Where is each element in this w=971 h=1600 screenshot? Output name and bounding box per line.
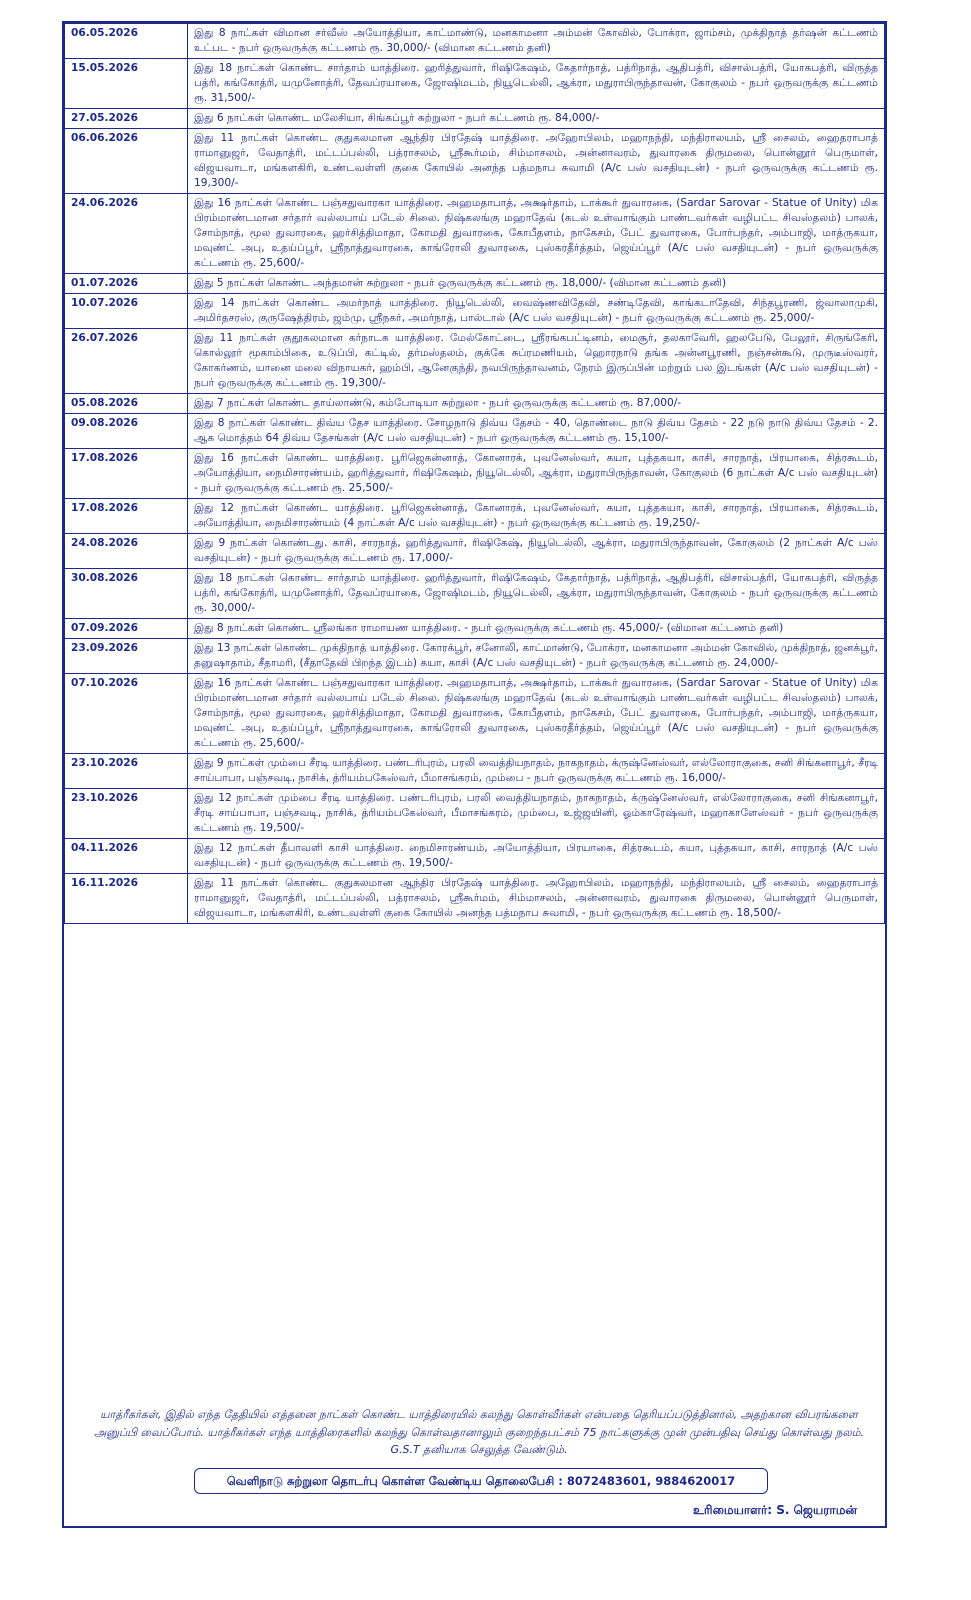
trip-date: 01.07.2026 [65,274,188,294]
overseas-contact-box: வெளிநாடு சுற்றுலா தொடர்பு கொள்ள வேண்டிய தொலைபேசி : 8072483601, 9884620017 [194,1468,768,1494]
trip-row [65,754,885,789]
trip-row [65,674,885,754]
trip-date: 04.11.2026 [65,839,188,874]
trip-description: இது 6 நாட்கள் கொண்ட மலேசியா, சிங்கப்பூர் சுற்றுலா - நபர் கட்டணம் ரூ. 84,000/- [188,109,885,129]
trip-description: இது 11 நாட்கள் குதூகலமான கர்நாடக யாத்திரை. மேல்கோட்டை, ஸ்ரீரங்கபட்டினம், மைசூர், தலகாவேரி, ஹலபேடு, பேலூர், சிருங்கேரி, கொல்லூர் மூகாம்பிகை, உடுப்பி, கட்டில், தர்மஸ்தலம், குக்கே சுப்ரமணியம், ஹொரநாடு தங்க அன்னபூரணி, நஞ்சன்கூடு, முருடீஸ்வரர், கோகர்ணம், யானை மலை விநாயகர், ஹம்பி, ஆனேகுந்தி, நவபிருந்தாவனம், நேரம் இருப்பின் மற்றும் பல இடங்கள் (A/c பஸ் வசதியுடன்) - நபர் ஒருவருக்கு கட்டணம் ரூ. 19,300/- [188,329,885,394]
trip-row [65,449,885,499]
booking-note: யாத்ரீகர்கள், இதில் எந்த தேதியில் எத்தனை நாட்கள் கொண்ட யாத்திரையில் கலந்து கொள்வீர்கள் என்பதை தெரியப்படுத்தினால், அதற்கான விபரங்களை அனுப்பி வைப்போம். யாத்ரீகர்கள் எந்த யாத்திரைகளில் கலந்து கொள்வதானாலும் குறைந்தபட்சம் 75 நாட்களுக்கு முன் முன்பதிவு செய்து கொள்வது நலம். G.S.T தனியாக செலுத்த வேண்டும். [93,1408,865,1456]
trip-date: 23.09.2026 [65,639,188,674]
trip-row [65,394,885,414]
trip-date: 05.08.2026 [65,394,188,414]
trip-date: 24.08.2026 [65,534,188,569]
trip-row [65,569,885,619]
trip-description: இது 12 நாட்கள் மும்பை சீரடி யாத்திரை. பண்டரிபுரம், பரலி வைத்தியநாதம், நாகநாதம், க்ருஷ்னேஸ்வர், எல்லோராகுகை, சனி சிங்கனாபூர், சீரடி சாய்பாபா, பஞ்சவடி, நாசிக், த்ரியம்பகேஸ்வர், பீமாசங்கரம், மும்பை, உஜ்ஜயினி, ஓம்காரேஷ்வர், மஹாகாளேஸ்வர் - நபர் ஒருவருக்கு கட்டணம் ரூ. 19,500/- [188,789,885,839]
trip-date: 07.10.2026 [65,674,188,754]
trip-description: இது 5 நாட்கள் கொண்ட அந்தமான் சுற்றுலா - நபர் ஒருவருக்கு கட்டணம் ரூ. 18,000/- (விமான கட்டணம் தனி) [188,274,885,294]
trip-row [65,194,885,274]
trip-date: 10.07.2026 [65,294,188,329]
owner-name: உரிமையாளர்: S. ஜெயராமன் [693,1503,857,1517]
trip-date: 26.07.2026 [65,329,188,394]
trip-date: 23.10.2026 [65,789,188,839]
trip-date: 23.10.2026 [65,754,188,789]
trip-date: 17.08.2026 [65,449,188,499]
trip-description: இது 13 நாட்கள் கொண்ட முக்திநாத் யாத்திரை. கோரக்பூர், சனோலி, காட்மாண்டு, போக்ரா, மனகாமனா அம்மன் கோவில், முக்திநாத், ஜனக்பூர், தனுஷாதாம், சீதாமரி, (சீதாதேவி பிறந்த இடம்) கயா, காசி (A/c பஸ் வசதியுடன்) - நபர் ஒருவருக்கு கட்டணம் ரூ. 24,000/- [188,639,885,674]
trip-description: இது 8 நாட்கள் விமான சர்வீஸ் அயோத்தியா, காட்மாண்டு, மனகாமனா அம்மன் கோவில், போக்ரா, ஜாம்சம், முக்திநாத் தர்ஷன் கட்டணம் உட்பட - நபர் ஒருவருக்கு கட்டணம் ரூ. 30,000/- (விமான கட்டணம் தனி) [188,24,885,59]
trip-date: 07.09.2026 [65,619,188,639]
trip-row [65,839,885,874]
trip-description: இது 14 நாட்கள் கொண்ட அமர்நாத் யாத்திரை. நியூடெல்லி, வைஷ்ணவிதேவி, சண்டிதேவி, காங்கடாதேவி, சிந்தபூரணி, ஜ்வாலாமுகி, அமிர்தசரஸ், குருஷேத்திரம், ஜம்மு, ஸ்ரீநகர், அமர்நாத், பால்டால் (A/c பஸ் வசதியுடன்) - நபர் ஒருவருக்கு கட்டணம் ரூ. 25,000/- [188,294,885,329]
trip-row [65,499,885,534]
trip-date: 17.08.2026 [65,499,188,534]
trip-row [65,414,885,449]
trip-date: 24.06.2026 [65,194,188,274]
trip-row [65,274,885,294]
trip-row [65,24,885,59]
trip-row [65,294,885,329]
trip-row [65,129,885,194]
trip-row [65,109,885,129]
trip-description: இது 18 நாட்கள் கொண்ட சார்தாம் யாத்திரை. ஹரித்துவார், ரிஷிகேஷம், கேதார்நாத், பத்ரிநாத், ஆதிபத்ரி, விசால்பத்ரி, யோகபத்ரி, விருத்த பத்ரி, கங்கோத்ரி, யமுனோத்ரி, தேவப்ரயாகை, ஜோஷிமடம், நியூடெல்லி, ஆக்ரா, மதுராபிருந்தாவன், கோகுலம் - நபர் ஒருவருக்கு கட்டணம் ரூ. 30,000/- [188,569,885,619]
trip-description: இது 7 நாட்கள் கொண்ட தாய்லாண்டு, கம்போடியா சுற்றுலா - நபர் ஒருவருக்கு கட்டணம் ரூ. 87,000/- [188,394,885,414]
trip-description: இது 16 நாட்கள் கொண்ட பஞ்சதுவாரகா யாத்திரை. அஹமதாபாத், அக்ஷர்தாம், டாக்கூர் துவாரகை, (Sardar Sarovar - Statue of Unity) மிக பிரம்மாண்டமான சர்தார் வல்லபாய் படேல் சிலை. நிஷ்கலங்கு மஹாதேவ் (கடல் உள்வாங்கும் பாண்டவர்கள் வழிபட்ட சிவஸ்தலம்) பாலக், சோம்நாத், மூல துவாரகை, ஹர்சித்திமாதா, கோமதி துவாரகை, கோபீதளம், நாகேசம், பேட் துவாரகை, போர்பந்தர், அம்பாஜி, மாத்ருகயா, மவுண்ட் அபு, உதய்ப்பூர், ஸ்ரீநாத்துவாரகை, காங்ரோலி துவாரகை, புஸ்கரதீர்த்தம், ஜெய்ப்பூர் (A/c பஸ் வசதியுடன்) - நபர் ஒருவருக்கு கட்டணம் ரூ. 25,600/- [188,194,885,274]
trip-schedule-table [64,23,885,924]
trip-row [65,639,885,674]
trip-description: இது 18 நாட்கள் கொண்ட சார்தாம் யாத்திரை. ஹரித்துவார், ரிஷிகேஷம், கேதார்நாத், பத்ரிநாத், ஆதிபத்ரி, விசால்பத்ரி, யோகபத்ரி, விருத்த பத்ரி, கங்கோத்ரி, யமுனோத்ரி, தேவப்ரயாகை, ஜோஷிமடம், நியூடெல்லி, ஆக்ரா, மதுராபிருந்தாவன், கோகுலம் - நபர் ஒருவருக்கு கட்டணம் ரூ. 31,500/- [188,59,885,109]
trip-date: 06.06.2026 [65,129,188,194]
trip-description: இது 9 நாட்கள் மும்பை சீரடி யாத்திரை. பண்டரிபுரம், பரலி வைத்தியநாதம், நாகநாதம், க்ருஷ்னேஸ்வர், எல்லோராகுகை, சனி சிங்கனாபூர், சீரடி சாய்பாபா, பஞ்சவடி, நாசிக், த்ரியம்பகேஸ்வர், பீமாசங்கரம், மும்பை - நபர் ஒருவருக்கு கட்டணம் ரூ. 16,000/- [188,754,885,789]
trip-row [65,534,885,569]
trip-date: 06.05.2026 [65,24,188,59]
trip-date: 15.05.2026 [65,59,188,109]
trip-description: இது 12 நாட்கள் தீபாவளி காசி யாத்திரை. நைமிசாரண்யம், அயோத்தியா, பிரயாகை, சித்ரகூடம், கயா, புத்தகயா, காசி, சாரநாத் (A/c பஸ் வசதியுடன்) - நபர் ஒருவருக்கு கட்டணம் ரூ. 19,500/- [188,839,885,874]
schedule-frame [62,21,887,1528]
trip-description: இது 12 நாட்கள் கொண்ட யாத்திரை. பூரிஜெகன்னாத், கோனாரக், புவனேஸ்வர், கயா, புத்தகயா, காசி, சாரநாத், பிரயாகை, சித்ரகூடம், அயோத்தியா, நைமிசாரண்யம் (4 நாட்கள் A/c பஸ் வசதியுடன்) - நபர் ஒருவருக்கு கட்டணம் ரூ. 19,250/- [188,499,885,534]
trip-row [65,59,885,109]
trip-description: இது 8 நாட்கள் கொண்ட ஸ்ரீலங்கா ராமாயண யாத்திரை. - நபர் ஒருவருக்கு கட்டணம் ரூ. 45,000/- (விமான கட்டணம் தனி) [188,619,885,639]
trip-row [65,329,885,394]
trip-description: இது 11 நாட்கள் கொண்ட குதுகலமான ஆந்திர பிரதேஷ் யாத்திரை. அஹோபிலம், மஹாநந்தி, மந்திராலயம், ஸ்ரீ சைலம், ஹைதராபாத் ராமானுஜர், வேதாத்ரி, மட்டப்பல்லி, பத்ராசலம், ஸ்ரீகூர்மம், சிம்மாசலம், அன்னாவரம், துவாரகை திருமலை, பொன்னூர் பெருமாள், விஜயவாடா, மங்களகிரி, உண்டவள்ளி குகை கோயில் அனந்த பத்மநாப சுவாமி, - நபர் ஒருவருக்கு கட்டணம் ரூ. 18,500/- [188,874,885,924]
trip-row [65,874,885,924]
trip-description: இது 8 நாட்கள் கொண்ட திவ்ய தேச யாத்திரை. சோழநாடு திவ்ய தேசம் - 40, தொண்டை நாடு திவ்ய தேசம் - 22 நடு நாடு திவ்ய தேசம் - 2. ஆக மொத்தம் 64 திவ்ய தேசங்கள் (A/c பஸ் வசதியுடன்) - நபர் ஒருவருக்கு கட்டணம் ரூ. 15,100/- [188,414,885,449]
trip-date: 30.08.2026 [65,569,188,619]
trip-description: இது 9 நாட்கள் கொண்டது. காசி, சாரநாத், ஹரித்துவார், ரிஷிகேஷ், நியூடெல்லி, ஆக்ரா, மதுராபிருந்தாவன், கோகுலம் (2 நாட்கள் A/c பஸ் வசதியுடன்) - நபர் ஒருவருக்கு கட்டணம் ரூ. 17,000/- [188,534,885,569]
trip-date: 09.08.2026 [65,414,188,449]
trip-description: இது 11 நாட்கள் கொண்ட குதுகலமான ஆந்திர பிரதேஷ் யாத்திரை. அஹோபிலம், மஹாநந்தி, மந்திராலயம், ஸ்ரீ சைலம், ஹைதராபாத் ராமானுஜர், வேதாத்ரி, மட்டப்பல்லி, பத்ராசலம், ஸ்ரீகூர்மம், சிம்மாசலம், அன்னாவரம், துவாரகை திருமலை, பொன்னூர் பெருமாள், விஜயவாடா, மங்களகிரி, உண்டவள்ளி குகை கோயில் அனந்த பத்மநாப சுவாமி (A/c பஸ் வசதியுடன்) - நபர் ஒருவருக்கு கட்டணம் ரூ. 19,300/- [188,129,885,194]
trip-row [65,619,885,639]
trip-row [65,789,885,839]
trip-description: இது 16 நாட்கள் கொண்ட பஞ்சதுவாரகா யாத்திரை. அஹமதாபாத், அக்ஷர்தாம், டாக்கூர் துவாரகை, (Sardar Sarovar - Statue of Unity) மிக பிரம்மாண்டமான சர்தார் வல்லபாய் படேல் சிலை. நிஷ்கலங்கு மஹாதேவ் (கடல் உள்வாங்கும் பாண்டவர்கள் வழிபட்ட சிவஸ்தலம்) பாலக், சோம்நாத், மூல துவாரகை, ஹர்சித்திமாதா, கோமதி துவாரகை, கோபீதளம், நாகேசம், பேட் துவாரகை, போர்பந்தர், அம்பாஜி, மாத்ருகயா, மவுண்ட் அபு, உதய்ப்பூர், ஸ்ரீநாத்துவாரகை, காங்ரோலி துவாரகை, புஸ்கரதீர்த்தம், ஜெய்ப்பூர் (A/c பஸ் வசதியுடன்) - நபர் ஒருவருக்கு கட்டணம் ரூ. 25,600/- [188,674,885,754]
trip-description: இது 16 நாட்கள் கொண்ட யாத்திரை. பூரிஜெகன்னாத், கோனாரக், புவனேஸ்வர், கயா, புத்தகயா, காசி, சாரநாத், பிரயாகை, சித்ரகூடம், அயோத்தியா, நைமிசாரண்யம், ஹரித்துவார், ரிஷிகேஷம், நியூடெல்லி, ஆக்ரா, மதுராபிருந்தாவன், கோகுலம் (6 நாட்கள் A/c பஸ் வசதியுடன்) - நபர் ஒருவருக்கு கட்டணம் ரூ. 25,500/- [188,449,885,499]
trip-date: 27.05.2026 [65,109,188,129]
trip-date: 16.11.2026 [65,874,188,924]
